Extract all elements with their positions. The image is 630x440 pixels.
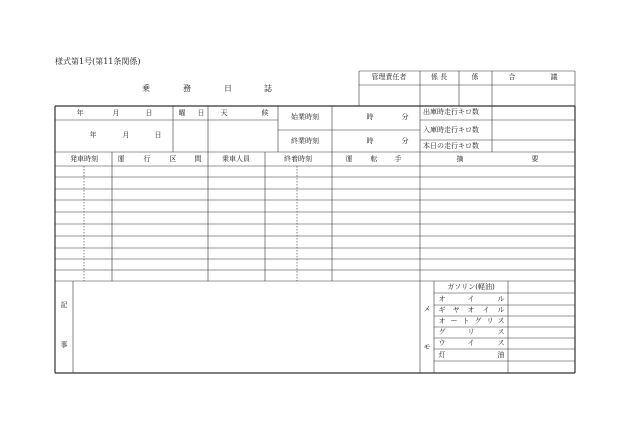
weather-label: 候 <box>261 109 269 117</box>
memo-item-whisky-char: イ <box>467 339 475 347</box>
memo-item-auto-grease-char: リ <box>486 317 494 325</box>
memo-item-gear-oil-char: ル <box>497 306 505 314</box>
route-header-char: 区 <box>169 155 177 163</box>
day-label: 日 <box>154 131 162 139</box>
arrive-time-header: 終着時刻 <box>284 155 312 163</box>
driver-header-char: 転 <box>370 155 378 163</box>
passengers-header: 乗車人員 <box>222 155 250 163</box>
depart-time-header: 発車時刻 <box>70 155 98 163</box>
memo-item-gear-oil-char: ヤ <box>452 306 460 314</box>
memo-item-auto-grease-char: グ <box>474 317 482 325</box>
section-chief-header: 係 長 <box>430 73 448 81</box>
memo-item-gasoline: ガソリン(軽油) <box>447 283 495 291</box>
notes-label-char: 記 <box>60 301 68 309</box>
memo-item-whisky-char: ス <box>497 339 505 347</box>
memo-item-oil-char: イ <box>467 295 475 303</box>
memo-item-auto-grease-char: オ <box>438 317 446 325</box>
memo-item-auto-grease-char: ト <box>462 317 470 325</box>
memo-item-grease-char: リ <box>467 328 475 336</box>
route-header-char: 間 <box>194 155 202 163</box>
hour-unit: 時 <box>366 137 374 145</box>
driver-header-char: 手 <box>394 155 402 163</box>
title-char: 務 <box>183 84 191 93</box>
year-label: 年 <box>76 109 84 117</box>
consult-header: 合 <box>508 73 516 81</box>
day-label: 日 <box>145 109 153 117</box>
memo-item-oil-char: オ <box>438 295 446 303</box>
memo-item-kerosene-char: 油 <box>497 351 505 359</box>
departure-km-label: 出庫時走行キロ数 <box>423 108 479 116</box>
minute-unit: 分 <box>401 137 409 145</box>
title-char: 誌 <box>264 84 272 93</box>
year-label: 年 <box>89 131 97 139</box>
memo-item-auto-grease-char: ス <box>497 317 505 325</box>
title-char: 日 <box>224 84 232 93</box>
notes-label-char: 事 <box>60 341 68 349</box>
minute-unit: 分 <box>401 113 409 121</box>
weekday-label: 日 <box>197 109 205 117</box>
route-header-char: 運 <box>117 155 125 163</box>
memo-label-char: モ <box>423 343 431 351</box>
memo-label-char: メ <box>423 305 431 313</box>
weather-label: 天 <box>220 109 228 117</box>
start-time-label: 始業時刻 <box>291 113 319 121</box>
staff-header: 係 <box>471 73 479 81</box>
memo-item-gear-oil-char: イ <box>482 306 490 314</box>
summary-header-char: 摘 <box>456 155 464 163</box>
memo-item-whisky-char: ウ <box>438 339 446 347</box>
title-char: 乗 <box>142 84 150 93</box>
driver-header-char: 運 <box>345 155 353 163</box>
hour-unit: 時 <box>366 113 374 121</box>
return-km-label: 入庫時走行キロ数 <box>423 126 479 134</box>
memo-item-grease-char: グ <box>438 328 446 336</box>
memo-item-gear-oil-char: オ <box>467 306 475 314</box>
manager-header: 管理責任者 <box>371 73 407 81</box>
consult-header: 議 <box>550 73 558 81</box>
weekday-label: 曜 <box>178 109 186 117</box>
memo-item-grease-char: ス <box>497 328 505 336</box>
memo-item-gear-oil-char: ギ <box>438 306 446 314</box>
route-header-char: 行 <box>143 155 151 163</box>
end-time-label: 終業時刻 <box>291 137 319 145</box>
month-label: 月 <box>112 109 120 117</box>
memo-item-kerosene-char: 灯 <box>438 351 446 359</box>
summary-header-char: 要 <box>531 155 539 163</box>
memo-item-auto-grease-char: ー <box>450 317 458 325</box>
memo-item-oil-char: ル <box>497 295 505 303</box>
form-id: 様式第1号(第11条関係) <box>55 57 141 66</box>
daily-km-label: 本日の走行キロ数 <box>423 142 479 150</box>
month-label: 月 <box>122 131 130 139</box>
